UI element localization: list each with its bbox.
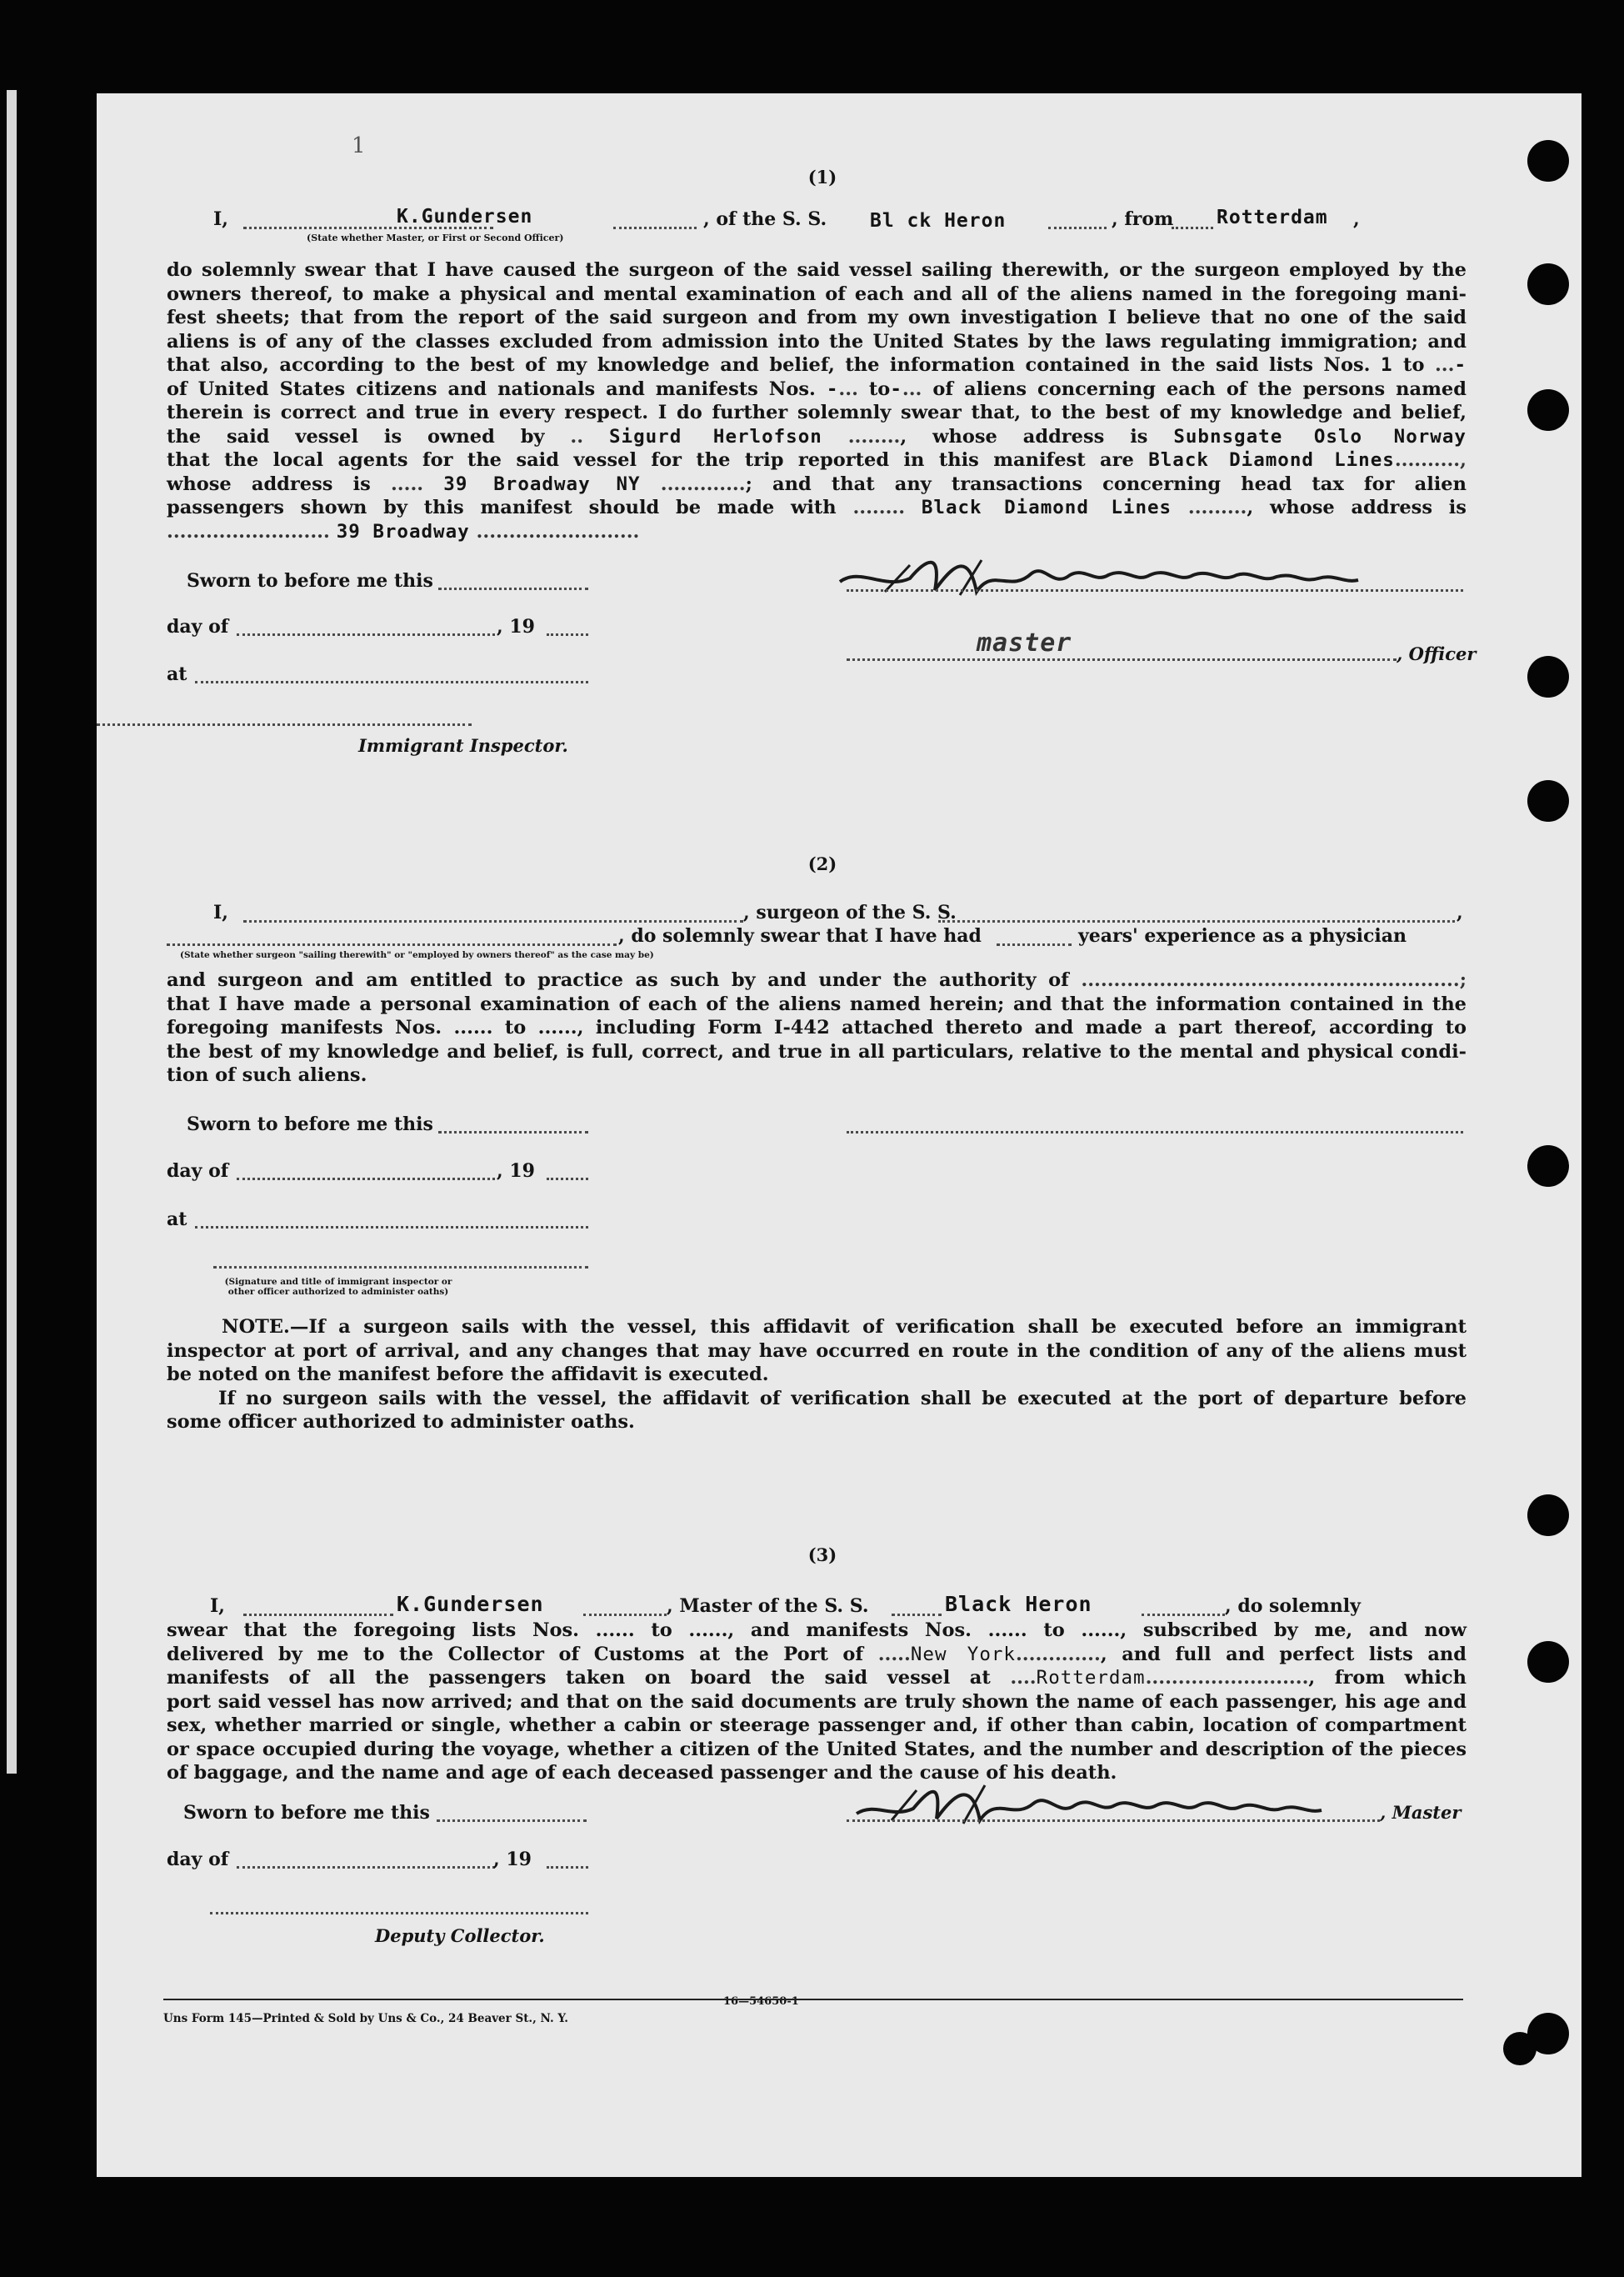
s2-years-label: years' experience as a physician <box>1078 925 1407 947</box>
deputy-collector-label: Deputy Collector. <box>375 1925 545 1946</box>
s1-oath-text <box>167 258 1467 543</box>
s2-note: (State whether surgeon "sailing therewith" or "employed by owners thereof" as the case may be) <box>180 950 654 960</box>
s1-line: of United States citizens and nationals and manifests Nos. -... to-... of aliens concerning each of the persons named <box>167 378 1467 400</box>
s2-note-line: some officer authorized to administer oaths. <box>167 1411 635 1433</box>
section-3-heading: (3) <box>807 1544 837 1565</box>
top-page-number: 1 <box>352 133 366 158</box>
s3-solemnly-label: , do solemnly <box>1225 1595 1361 1617</box>
s3-master-name: K.Gundersen <box>397 1592 544 1616</box>
s3-departure-port: Rotterdam <box>1036 1667 1146 1689</box>
s2-line: the best of my knowledge and belief, is full, correct, and true in all particulars, relative to the mental and physical condi- <box>167 1040 1467 1063</box>
list-nos-from: 1 <box>1380 354 1393 376</box>
s3-day-of-label: day of <box>167 1849 229 1870</box>
owner-address: Subnsgate Oslo Norway <box>1173 425 1467 448</box>
s1-line: fest sheets; that from the report of the said surgeon and from my own investigation I believe that no one of the said <box>167 307 1467 328</box>
section-1-heading: (1) <box>807 167 837 188</box>
master-signature-3 <box>850 1769 1383 1839</box>
punch-hole <box>1527 1641 1569 1683</box>
s1-line: do solemnly swear that I have caused the surgeon of the said vessel sailing therewith, or the surgeon employed by the <box>167 259 1467 281</box>
s1-sworn-label: Sworn to before me this <box>187 570 433 592</box>
s3-line: manifests of all the passengers taken on board the said vessel at ....Rotterdam........................., from which <box>167 1667 1467 1689</box>
s1-of-ss-label: , of the S. S. <box>703 208 827 230</box>
s1-departure-port: Rotterdam <box>1217 207 1328 228</box>
officer-label: , Officer <box>1397 643 1477 664</box>
s2-line: and surgeon and am entitled to practice as such by and under the authority of ..........................................................; <box>167 969 1467 991</box>
s2-line: that I have made a personal examination of each of the aliens named herein; and that the information contained in the <box>167 993 1467 1015</box>
punch-hole <box>1527 780 1569 822</box>
vessel-owner: Sigurd Herlofson <box>609 425 822 448</box>
s2-i-word: I, <box>213 902 228 923</box>
s2-line: tion of such aliens. <box>167 1064 367 1086</box>
s3-year-label: , 19 <box>493 1849 532 1870</box>
manifest-nos-to: - <box>890 378 902 400</box>
form-code: 16—54650-1 <box>723 1995 799 2008</box>
punch-hole <box>1527 656 1569 698</box>
master-signature-1 <box>835 542 1435 620</box>
s1-line: owners thereof, to make a physical and mental examination of each and all of the aliens named in the foregoing mani- <box>167 283 1467 305</box>
s3-i-word: I, <box>210 1595 225 1617</box>
s2-oath-text <box>167 968 1467 1088</box>
s3-arrival-port: New York <box>910 1643 1016 1665</box>
s3-master-of-label: , Master of the S. S. <box>667 1595 869 1617</box>
s1-line: aliens is of any of the classes excluded from admission into the United States by the laws regulating immigration; and <box>167 330 1467 353</box>
manifest-nos-from: - <box>826 378 839 400</box>
master-title-handwritten: master <box>977 628 1072 658</box>
s2-at-label: at <box>167 1209 187 1230</box>
s1-day-of-label: day of <box>167 616 229 638</box>
s1-i-word: I, <box>213 208 228 230</box>
printer-credit: Uns Form 145—Printed & Sold by Uns & Co., 24 Beaver St., N. Y. <box>163 2012 569 2025</box>
s2-note-line: inspector at port of arrival, and any changes that may have occurred en route in the condition of any of the aliens must <box>167 1339 1467 1362</box>
list-nos-to: - <box>1454 354 1467 376</box>
local-agents: Black Diamond Lines <box>1148 449 1395 471</box>
s3-line: of baggage, and the name and age of each deceased passenger and the cause of his death. <box>167 1762 1117 1784</box>
s3-line: sex, whether married or single, whether a cabin or steerage passenger and, if other than cabin, location of compartment <box>167 1714 1467 1736</box>
s1-year-label: , 19 <box>497 616 535 638</box>
s1-declarant-name: K.Gundersen <box>397 206 533 228</box>
s3-line: delivered by me to the Collector of Customs at the Port of .....New York............., and full and perfect lists and <box>167 1643 1467 1665</box>
s2-surgeon-of-label: , surgeon of the S. S. <box>743 902 957 923</box>
s3-line: or space occupied during the voyage, whether a citizen of the United States, and the number and description of the pieces <box>167 1738 1467 1760</box>
punch-hole <box>1527 1494 1569 1536</box>
s1-from-label: , from <box>1112 208 1174 230</box>
s2-day-of-label: day of <box>167 1160 229 1182</box>
head-tax-payer: Black Diamond Lines <box>921 497 1172 518</box>
s3-line: port said vessel has now arrived; and that on the said documents are truly shown the name of each passenger, his age and <box>167 1690 1467 1713</box>
s2-note-text <box>167 1315 1467 1434</box>
s2-line: foregoing manifests Nos. ...... to ......, including Form I-442 attached thereto and made a part thereof, according to <box>167 1017 1467 1038</box>
immigrant-inspector-label: Immigrant Inspector. <box>358 735 568 756</box>
s3-master-label: , Master <box>1380 1802 1462 1823</box>
s2-signature-note: (Signature and title of immigrant inspector or other officer authorized to administer oaths) <box>224 1277 452 1297</box>
s2-solemnly-label: , do solemnly swear that I have had <box>618 925 982 947</box>
s1-line: the said vessel is owned by .. Sigurd Herlofson ........, whose address is Subnsgate Oslo Norway <box>167 425 1467 448</box>
s2-sworn-label: Sworn to before me this <box>187 1113 433 1135</box>
manifest-page: 1 (1) I, K.Gundersen , of the S. S. Bl ck Heron , from Rotterdam , (State whether Master, or First or Second Officer) do solemnly swear that I have caused the surgeon of the said vessel sailing therewith, or the surgeon employed by the owners thereof, to make a physical and mental examination of each and all of the aliens named in the foregoing mani- fest sheets; that from the report of the said surgeon and from my own investigation I believe that no one of the said aliens is of any of the classes excluded from admission into the United States by the laws regulating immigration; and that also, according to the best of my knowledge and belief, the information contained in the said lists Nos. 1 to ...- of United States citizens and nationals and manifests Nos. -... to-... of aliens concerning each of the persons named therein is correct and true in every respect. I do further solemnly swear that, to the best of my knowledge and belief, the said vessel is owned by .. Sigurd Herlofson ........, whose address is Subnsgate Oslo Norway that the local agents for the said vessel for the trip reported in this manifest are Black Diamond Lines.........., whose address is ..... 39 Broadway NY .............; and that any transactions concerning head tax for alien passengers shown by this manifest should be made with ........ Black Diamond Lines ........., whose address is ......................... 39 Broadway ......................... Sworn to before me this day of , 19 at Immigrant Inspector. master , Officer (2) I, , surgeon of the S. S. , , do solemnly swear that I have had years' experience as a physician (State whether surgeon "sailing therewith" or "employed by owners thereof" as the case may be) and surgeon and am entitled to practice as such by and under the authority of ..........................................................; that I have made a personal examination of each of the aliens named herein; and that the information contained in the foregoing manifests Nos. ...... to ......, including Form I-442 attached thereto and made a part thereof, according to the best of my knowledge and belief, is full, correct, and true in all particulars, relative to the mental and physical condi- tion of such aliens. Sworn to before me this day of , 19 at (Signature and title of immigrant inspector or other officer authorized to administer oaths) NOTE.—If a surgeon sails with the vessel, this affidavit of verification shall be executed before an immigrant inspector at port of arrival, and any changes that may have occurred en route in the condition of any of the aliens must be noted on the manifest before the affidavit is executed. If no surgeon sails with the vessel, the affidavit of verification shall be executed at the port of departure before some officer authorized to administer oaths. (3) I, K.Gundersen , Master of the S. S. Black Heron , do solemnly swear that the foregoing lists Nos. ...... to ......, and manifests Nos. ...... to ......, subscribed by me, and now delivered by me to the Collector of Customs at the Port of .....New York............., and full and perfect lists and manifests of all the passengers taken on board the said vessel at ....Rotterdam........................., from which port said vessel has now arrived; and that on the said documents are truly shown the name of each passenger, his age and sex, whether married or single, whether a cabin or steerage passenger and, if other than cabin, location of compartment or space occupied during the voyage, whether a citizen of the United States, and the number and description of the pieces of baggage, and the name and age of each deceased passenger and the cause of his death. Sworn to before me this , Master day of , 19 Deputy Collector. 16—54650-1 Uns Form 145—Printed & Sold by Uns & Co., 24 Beaver St., N. Y. <box>97 93 1582 2177</box>
s1-at-label: at <box>167 663 187 685</box>
s1-line: that also, according to the best of my knowledge and belief, the information contained in the said lists Nos. 1 to ...- <box>167 354 1467 376</box>
agents-address: 39 Broadway NY <box>443 473 641 495</box>
punch-hole <box>1527 1145 1569 1187</box>
punch-hole <box>1527 389 1569 431</box>
s2-note-line: be noted on the manifest before the affidavit is executed. <box>167 1364 769 1385</box>
s3-sworn-label: Sworn to before me this <box>183 1802 430 1824</box>
s2-note-line: NOTE.—If a surgeon sails with the vessel, this affidavit of verification shall be executed before an immigrant <box>222 1316 1467 1338</box>
s1-name-note: (State whether Master, or First or Second Officer) <box>307 233 564 243</box>
s2-note-line: If no surgeon sails with the vessel, the affidavit of verification shall be executed at the port of departure before <box>218 1387 1467 1409</box>
s1-line: that the local agents for the said vessel for the trip reported in this manifest are Black Diamond Lines.........., <box>167 449 1467 471</box>
s1-line: whose address is ..... 39 Broadway NY .............; and that any transactions concerning head tax for alien <box>167 473 1467 495</box>
s1-line: therein is correct and true in every respect. I do further solemnly swear that, to the best of my knowledge and belief, <box>167 402 1467 423</box>
s3-ship-name: Black Heron <box>945 1592 1092 1616</box>
footer-rule <box>163 1999 1463 2000</box>
s1-ship-name: Bl ck Heron <box>870 210 1007 232</box>
s3-oath-text <box>167 1619 1467 1785</box>
section-2-heading: (2) <box>807 853 837 874</box>
s1-line: passengers shown by this manifest should be made with ........ Black Diamond Lines ........., whose address is <box>167 497 1467 518</box>
scan-edge-strip <box>7 90 17 1774</box>
punch-hole <box>1503 2032 1537 2065</box>
punch-hole <box>1527 263 1569 305</box>
s2-year-label: , 19 <box>497 1160 535 1182</box>
s3-line: swear that the foregoing lists Nos. ...... to ......, and manifests Nos. ...... to ......, subscribed by me, and now <box>167 1619 1467 1641</box>
s1-line: ......................... 39 Broadway ......................... <box>167 520 640 543</box>
taxpayer-address: 39 Broadway <box>336 520 470 543</box>
